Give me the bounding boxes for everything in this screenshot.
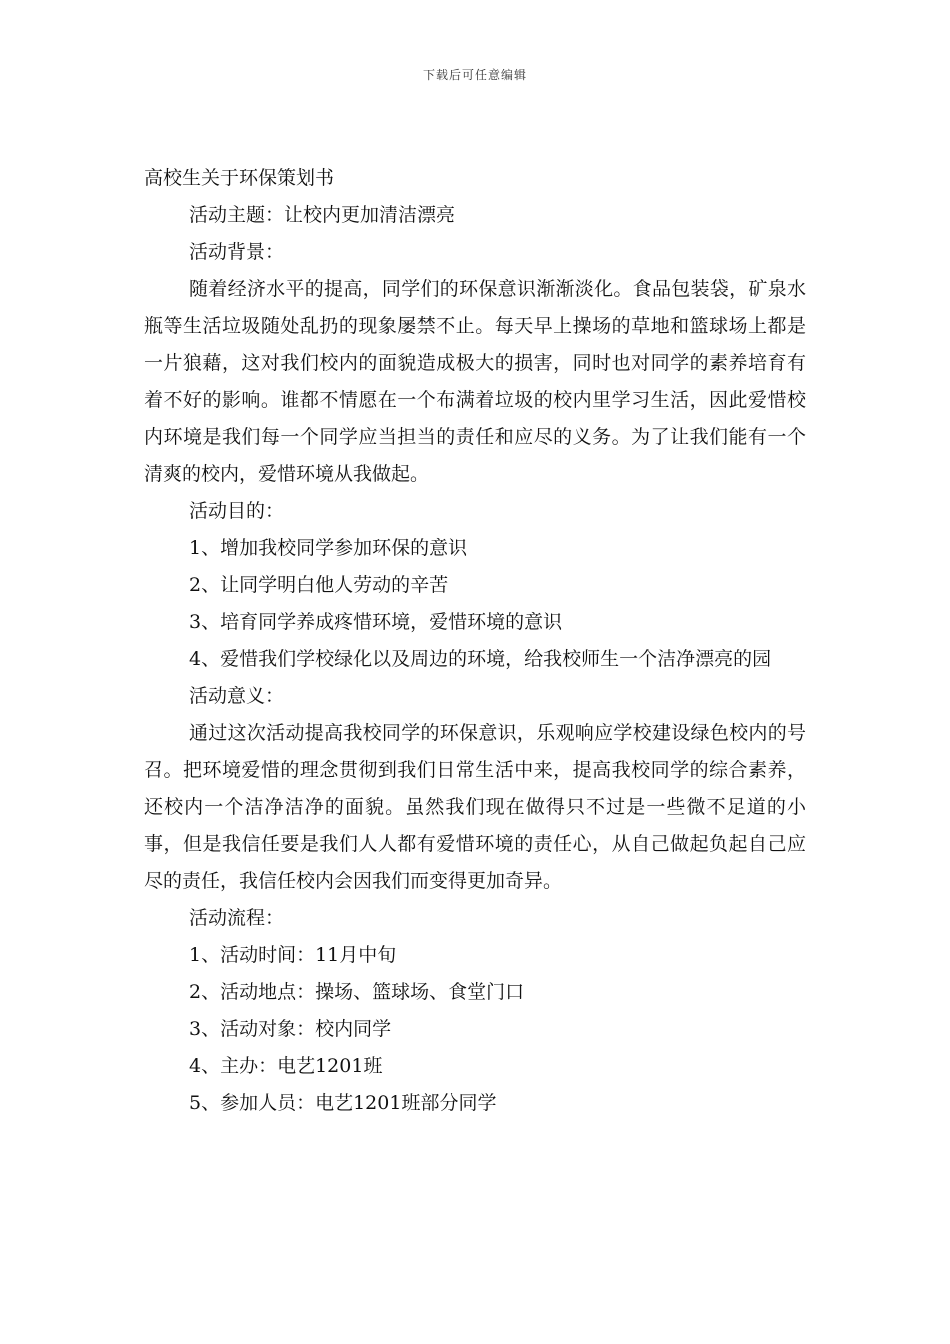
background-heading: 活动背景：	[189, 241, 285, 263]
goal-item: 2、让同学明白他人劳动的辛苦	[189, 574, 449, 596]
process-item: 5、参加人员：电艺1201班部分同学	[189, 1092, 497, 1114]
background-paragraph: 随着经济水平的提高，同学们的环保意识渐渐淡化。食品包装袋，矿泉水瓶等生活垃圾随处乱扔的现象屡禁不止。每天早上操场的草地和篮球场上都是一片狼藉，这对我们校内的面貌造成极大的损害，同时也对同学的素养培育有着不好的影响。谁都不情愿在一个布满着垃圾的校内里学习生活，因此爱惜校内环境是我们每一个同学应当担当的责任和应尽的义务。为了让我们能有一个清爽的校内，爱惜环境从我做起。	[144, 278, 806, 485]
process-item: 1、活动时间：11月中旬	[189, 944, 397, 966]
process-item: 2、活动地点：操场、篮球场、食堂门口	[189, 981, 525, 1003]
document-title: 高校生关于环保策划书	[144, 167, 335, 189]
document-body	[144, 160, 806, 1122]
page-header-note: 下载后可任意编辑	[422, 68, 527, 82]
goals-heading: 活动目的：	[189, 500, 285, 522]
meaning-heading: 活动意义：	[189, 685, 285, 707]
meaning-paragraph: 通过这次活动提高我校同学的环保意识，乐观响应学校建设绿色校内的号召。把环境爱惜的理念贯彻到我们日常生活中来，提高我校同学的综合素养，还校内一个洁净洁净的面貌。虽然我们现在做得只不过是一些微不足道的小事，但是我信任要是我们人人都有爱惜环境的责任心，从自己做起负起自己应尽的责任，我信任校内会因我们而变得更加奇异。	[144, 722, 806, 892]
process-heading: 活动流程：	[189, 907, 285, 929]
goal-item: 4、爱惜我们学校绿化以及周边的环境，给我校师生一个洁净漂亮的园	[189, 648, 772, 670]
goal-item: 3、培育同学养成疼惜环境，爱惜环境的意识	[189, 611, 563, 633]
goal-item: 1、增加我校同学参加环保的意识	[189, 537, 468, 559]
process-item: 4、主办：电艺1201班	[189, 1055, 383, 1077]
process-item: 3、活动对象：校内同学	[189, 1018, 392, 1040]
activity-theme: 活动主题：让校内更加清洁漂亮	[189, 204, 456, 226]
